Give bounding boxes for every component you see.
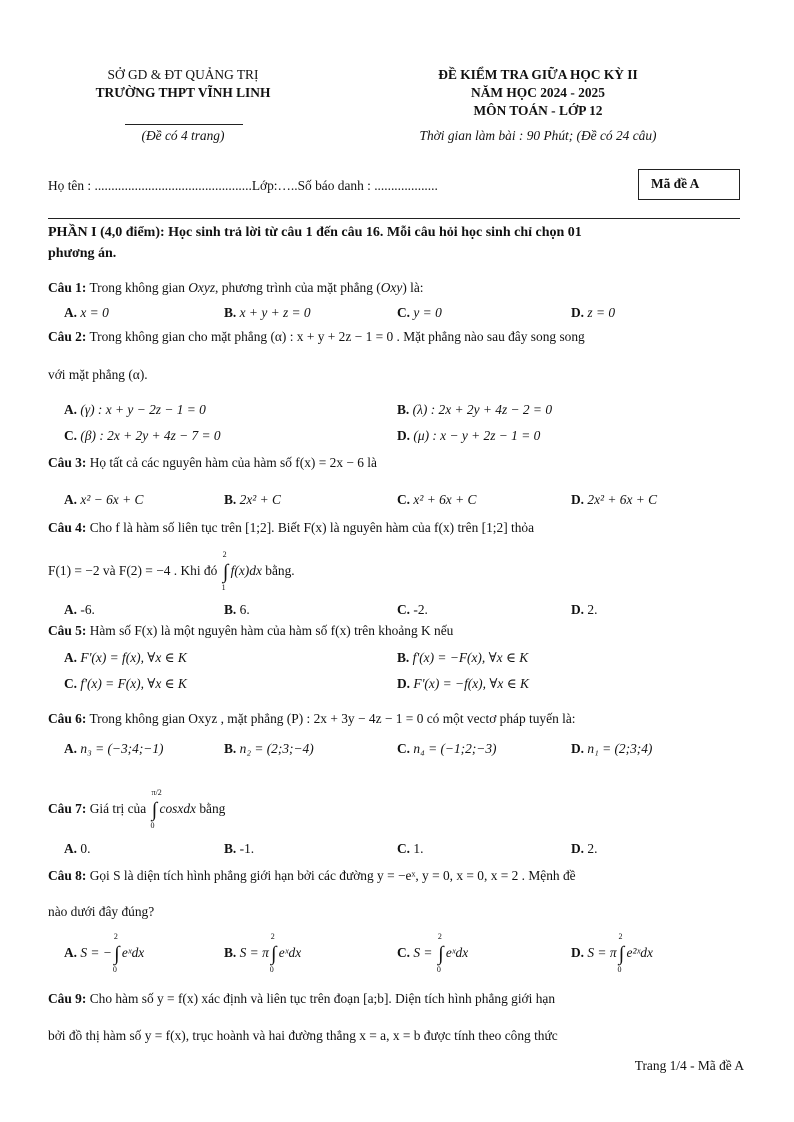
q7-option-a[interactable]: A. 0. xyxy=(64,841,91,856)
q3-option-d[interactable]: D. 2x² + 6x + C xyxy=(571,492,658,507)
q1-option-a[interactable]: A. x = 0 xyxy=(64,305,109,320)
q4-option-d[interactable]: D. 2. xyxy=(571,602,598,617)
q4-option-a[interactable]: A. -6. xyxy=(64,602,95,617)
q6-option-c[interactable]: C. n₄ = (−1;2;−3) xyxy=(397,741,497,756)
question-3: Câu 3: Họ tất cả các nguyên hàm của hàm số f(x) = 2x − 6 là xyxy=(48,455,377,470)
student-info-line: Họ tên : ...............................................Lớp:…..Số báo danh : ................... xyxy=(48,178,438,193)
question-4: Câu 4: Cho f là hàm số liên tục trên [1;2]. Biết F(x) là nguyên hàm của f(x) trên [1;2] thỏa xyxy=(48,520,535,535)
time-note: Thời gian làm bài : 90 Phút; (Đề có 24 câu) xyxy=(419,128,657,143)
q1-option-c[interactable]: C. y = 0 xyxy=(397,305,442,320)
integral-sign: 2 ∫ 1 xyxy=(221,550,229,592)
question-1: Câu 1: Trong không gian Oxyz, phương trình của mặt phẳng (Oxy) là: xyxy=(48,280,424,295)
question-6: Câu 6: Trong không gian Oxyz , mặt phẳng (P) : 2x + 3y − 4z − 1 = 0 có một vectơ pháp tuyến là: xyxy=(48,711,576,726)
exam-code-label: Mã đề A xyxy=(651,176,700,191)
header-divider xyxy=(48,218,740,219)
integral-sign: 2 ∫ 0 xyxy=(269,932,277,974)
q7-option-c[interactable]: C. 1. xyxy=(397,841,424,856)
q8-option-b[interactable]: B. S = π 2 ∫ 0 eˣdx xyxy=(224,932,302,974)
q2-option-c[interactable]: C. (β) : 2x + 2y + 4z − 7 = 0 xyxy=(64,428,221,443)
q8-option-d[interactable]: D. S = π 2 ∫ 0 e²ˣdx xyxy=(571,932,653,974)
question-9-line2: bởi đồ thị hàm số y = f(x), trục hoành và hai đường thẳng x = a, x = b được tính theo công thức xyxy=(48,1028,558,1043)
question-8-line2: nào dưới đây đúng? xyxy=(48,904,155,919)
q7-option-d[interactable]: D. 2. xyxy=(571,841,598,856)
subject-grade: MÔN TOÁN - LỚP 12 xyxy=(473,103,603,118)
question-2-line2: với mặt phẳng (α). xyxy=(48,367,148,382)
q5-option-a[interactable]: A. F'(x) = f(x), ∀x ∈ K xyxy=(64,650,187,665)
question-2: Câu 2: Trong không gian cho mặt phẳng (α) : x + y + 2z − 1 = 0 . Mặt phẳng nào sau đây song song xyxy=(48,329,585,344)
page-footer: Trang 1/4 - Mã đề A xyxy=(634,1058,744,1073)
exam-code-box xyxy=(638,169,740,200)
question-8: Câu 8: Gọi S là diện tích hình phẳng giới hạn bởi các đường y = −eˣ, y = 0, x = 0, x = 2 . Mệnh đề xyxy=(48,868,576,883)
q1-option-b[interactable]: B. x + y + z = 0 xyxy=(224,305,311,320)
department-name: SỞ GD & ĐT QUẢNG TRỊ xyxy=(107,67,259,82)
school-name: TRƯỜNG THPT VĨNH LINH xyxy=(95,85,271,100)
q8-option-c[interactable]: C. S = 2 ∫ 0 eˣdx xyxy=(397,932,469,974)
q4-option-b[interactable]: B. 6. xyxy=(224,602,250,617)
integral-sign: 2 ∫ 0 xyxy=(617,932,625,974)
q5-option-c[interactable]: C. f'(x) = F(x), ∀x ∈ K xyxy=(64,676,187,691)
q6-option-d[interactable]: D. n₁ = (2;3;4) xyxy=(571,741,653,756)
integral-sign: 2 ∫ 0 xyxy=(436,932,444,974)
part1-heading-line1: PHẦN I (4,0 điểm): Học sinh trả lời từ câu 1 đến câu 16. Mỗi câu hỏi học sinh chỉ chọn 01 xyxy=(48,225,582,240)
page-count-note: (Đề có 4 trang) xyxy=(141,128,225,143)
q2-option-d[interactable]: D. (μ) : x − y + 2z − 1 = 0 xyxy=(397,428,541,443)
q5-option-b[interactable]: B. f'(x) = −F(x), ∀x ∈ K xyxy=(397,650,529,665)
q3-option-b[interactable]: B. 2x² + C xyxy=(224,492,281,507)
question-5: Câu 5: Hàm số F(x) là một nguyên hàm của hàm số f(x) trên khoảng K nếu xyxy=(48,623,454,638)
integral-sign: 2 ∫ 0 xyxy=(112,932,120,974)
q4-option-c[interactable]: C. -2. xyxy=(397,602,428,617)
question-4-line2: F(1) = −2 và F(2) = −4 . Khi đó 2 ∫ 1 f(x)dx bằng. xyxy=(48,550,295,592)
q2-option-b[interactable]: B. (λ) : 2x + 2y + 4z − 2 = 0 xyxy=(397,402,553,417)
q1-option-d[interactable]: D. z = 0 xyxy=(571,305,616,320)
q3-option-a[interactable]: A. x² − 6x + C xyxy=(64,492,144,507)
header-left-divider xyxy=(125,124,243,125)
exam-title: ĐỀ KIỂM TRA GIỮA HỌC KỲ II xyxy=(438,67,638,82)
part1-heading-line2: phương án. xyxy=(48,246,117,261)
question-9: Câu 9: Cho hàm số y = f(x) xác định và liên tục trên đoạn [a;b]. Diện tích hình phẳng giới hạn xyxy=(48,991,556,1006)
q2-option-a[interactable]: A. (γ) : x + y − 2z − 1 = 0 xyxy=(64,402,206,417)
q6-option-a[interactable]: A. n₃ = (−3;4;−1) xyxy=(64,741,164,756)
q8-option-a[interactable]: A. S = − 2 ∫ 0 eˣdx xyxy=(64,932,145,974)
integral-sign: π/2 ∫ 0 xyxy=(150,788,162,830)
question-7: Câu 7: Giá trị của π/2 ∫ 0 cosxdx bằng xyxy=(48,788,226,830)
q5-option-d[interactable]: D. F'(x) = −f(x), ∀x ∈ K xyxy=(397,676,529,691)
q6-option-b[interactable]: B. n₂ = (2;3;−4) xyxy=(224,741,314,756)
school-year: NĂM HỌC 2024 - 2025 xyxy=(471,85,605,100)
q3-option-c[interactable]: C. x² + 6x + C xyxy=(397,492,477,507)
q7-option-b[interactable]: B. -1. xyxy=(224,841,255,856)
